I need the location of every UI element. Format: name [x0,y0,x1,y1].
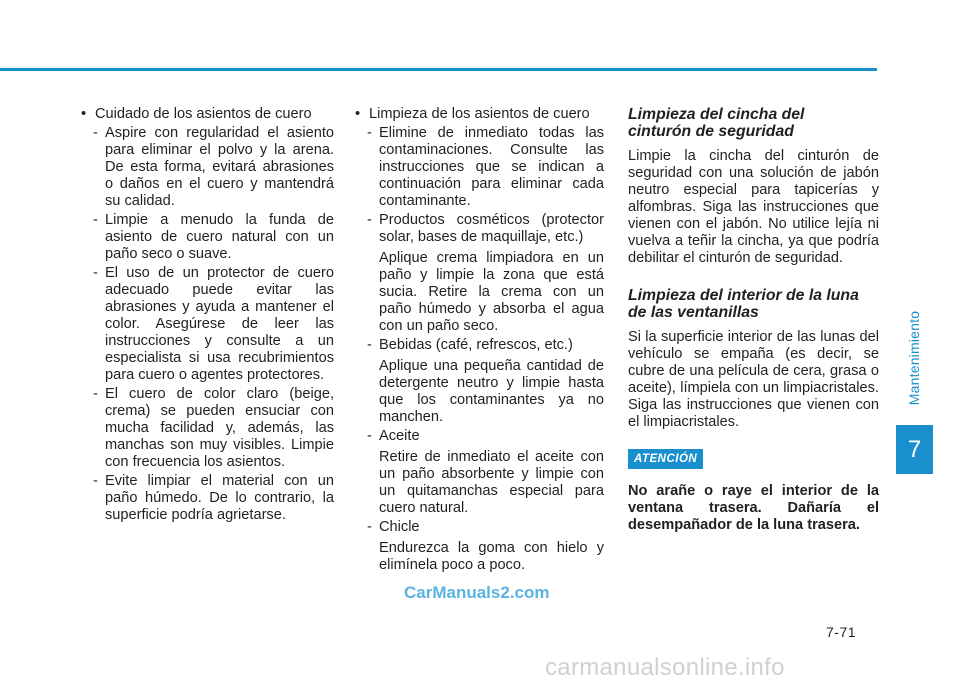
watermark-top[interactable]: CarManuals2.com [404,583,550,602]
page-number: 7-71 [826,624,857,640]
section-title-line: cinturón de seguridad [628,123,794,140]
header-rule [0,68,877,71]
bullet-leather-care: • Cuidado de los asientos de cuero [81,106,334,123]
section-title-seatbelt [628,106,879,140]
column-right [628,106,879,534]
attention-badge: ATENCIÓN [628,449,703,469]
section-title-line: Limpieza del cincha del [628,106,805,123]
list-item: - Evite limpiar el material con un paño húmedo. De lo contrario, la superficie podría agrietarse. [81,473,334,524]
list-item-detail: Retire de inmediato el aceite con un paño absorbente y limpie con un quitamanchas especial para cuero natural. [379,449,604,516]
section-text-window: Si la superficie interior de las lunas del vehículo se empaña (es decir, se cubre de una película de cera, grasa o aceite), límpiela con un limpiacristales. Siga las instrucciones que vienen con el limpiacristales. [628,329,879,430]
list-item: - Elimine de inmediato todas las contaminaciones. Consulte las instrucciones que se indican a continuación para eliminar cada contaminante. [355,125,604,210]
chapter-name: Mantenimiento [906,310,922,406]
list-item-detail: Aplique crema limpiadora en un paño y limpie la zona que está sucia. Retire la crema con un paño húmedo y absorba el agua con un paño seco. [379,250,604,334]
warning-text: No arañe o raye el interior de la ventana trasera. Dañaría el desempañador de la luna trasera. [628,483,879,533]
list-item-detail: Aplique una pequeña cantidad de detergente neutro y limpie hasta que los contaminantes ya no manchen. [379,358,604,425]
chapter-number-box: 7 [896,425,933,474]
bullet-leather-cleaning: • Limpieza de los asientos de cuero [355,106,604,123]
section-title-line: Limpieza del interior de la luna [628,287,859,304]
list-item: - Limpie a menudo la funda de asiento de cuero natural con un paño seco o suave. [81,212,334,263]
section-text-seatbelt: Limpie la cincha del cinturón de seguridad con una solución de jabón neutro especial para tapicerías y alfombras. Siga las instrucciones que vienen con el jabón. No utilice lejía ni vuelva a teñir la cincha, ya que podría debilitar el cinturón de seguridad. [628,148,879,266]
column-left [81,106,334,524]
section-title-window [628,287,879,321]
list-item-detail: Endurezca la goma con hielo y elimínela poco a poco. [379,540,604,573]
list-item: - El uso de un protector de cuero adecuado puede evitar las abrasiones y ayuda a mantener el color. Asegúrese de leer las instrucciones y consulte a un especialista si usa recubrimientos para cuero o agentes protectores. [81,265,334,384]
list-item: - Chicle [355,519,604,536]
section-title-line: de las ventanillas [628,304,759,321]
watermark-bottom[interactable]: carmanualsonline.info [545,654,785,681]
column-middle [355,106,604,574]
list-item: - El cuero de color claro (beige, crema) se pueden ensuciar con mucha facilidad y, además, las manchas son muy visibles. Limpie con frecuencia los asientos. [81,386,334,471]
list-item: - Productos cosméticos (protector solar, bases de maquillaje, etc.) [355,212,604,246]
list-item: - Aceite [355,428,604,445]
list-item: - Bebidas (café, refrescos, etc.) [355,337,604,354]
side-tab-label [896,292,933,425]
list-item: - Aspire con regularidad el asiento para eliminar el polvo y la arena. De esta forma, evitará abrasiones o daños en el cuero y mantendrá su calidad. [81,125,334,210]
